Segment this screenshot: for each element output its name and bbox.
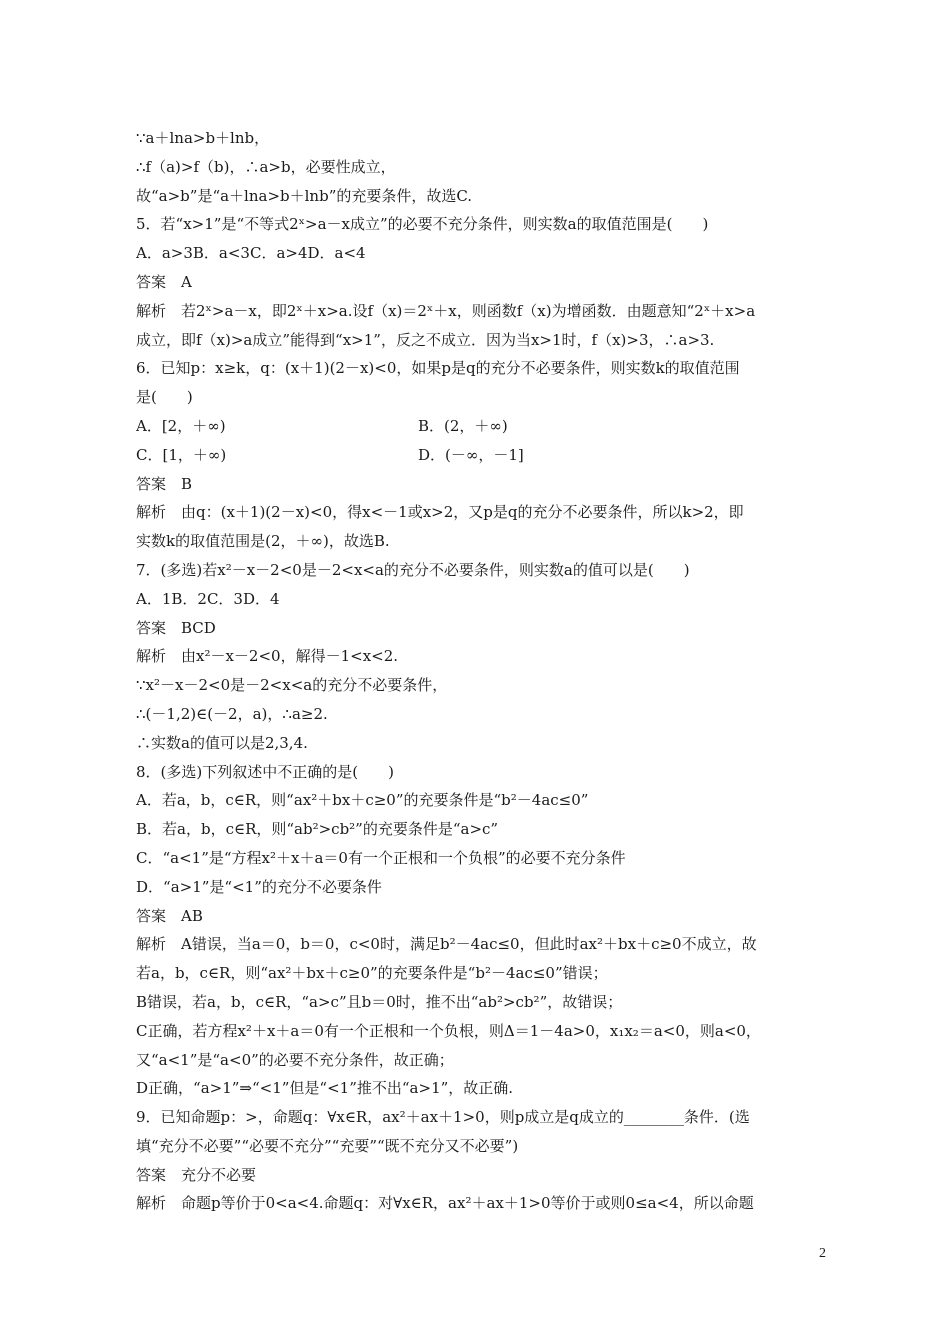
question-7: 7．(多选)若x²－x－2<0是－2<x<a的充分不必要条件，则实数a的值可以是( ): [136, 560, 690, 579]
text-line: D正确，“a>1”⇒“<1”但是“<1”推不出“a>1”，故正确.: [136, 1079, 514, 1098]
question-5: 5．若“x>1”是“不等式2ˣ>a－x成立”的必要不充分条件，则实数a的取值范围是( ): [136, 215, 709, 234]
page-number: 2: [819, 1246, 826, 1261]
text-line: 若a，b，c∈R，则“ax²＋bx＋c≥0”的充要条件是“b²－4ac≤0”错误；: [136, 964, 608, 983]
question-5-options: A．a>3B．a<3C．a>4D．a<4: [136, 244, 366, 263]
answer-9: 答案 充分不必要: [136, 1165, 257, 1184]
question-8-option-a: A．若a，b，c∈R，则“ax²＋bx＋c≥0”的充要条件是“b²－4ac≤0”: [136, 791, 589, 810]
text-line: ∴f（a)>f（b)，∴a>b，必要性成立，: [136, 157, 396, 176]
question-9: 9．已知命题p：>，命题q：∀x∈R，ax²＋ax＋1>0，则p成立是q成立的________条件．(选: [136, 1108, 750, 1127]
answer-8: 答案 AB: [136, 906, 203, 925]
text-line: 填“充分不必要”“必要不充分”“充要”“既不充分又不必要”): [136, 1136, 519, 1155]
question-6-options-row-1: [136, 412, 826, 441]
text-line: C正确，若方程x²＋x＋a＝0有一个正根和一个负根，则Δ＝1－4a>0，x₁x₂＝a<0，则a<0，: [136, 1021, 761, 1040]
question-8-option-c: C．“a<1”是“方程x²＋x＋a＝0有一个正根和一个负根”的必要不充分条件: [136, 848, 626, 867]
text-line: ∴(－1,2)∈(－2，a)，∴a≥2.: [136, 704, 328, 723]
analysis-8: 解析 A错误，当a＝0，b＝0，c<0时，满足b²－4ac≤0，但此时ax²＋bx＋c≥0不成立，故: [136, 935, 757, 954]
analysis-5: 解析 若2ˣ>a－x，即2ˣ＋x>a.设f（x)＝2ˣ＋x，则函数f（x)为增函数．由题意知“2ˣ＋x>a: [136, 301, 756, 320]
analysis-9: 解析 命题p等价于0<a<4.命题q：对∀x∈R，ax²＋ax＋1>0等价于或则0≤a<4，所以命题: [136, 1194, 754, 1213]
option-a: A．[2，＋∞): [136, 416, 226, 435]
text-line: 是( ): [136, 388, 193, 407]
question-8-option-d: D．“a>1”是“<1”的充分不必要条件: [136, 877, 382, 896]
text-line: ∵a＋lna>b＋lnb，: [136, 129, 270, 147]
text-line: 实数k的取值范围是(2，＋∞)，故选B.: [136, 532, 390, 551]
page-content: [136, 124, 826, 1218]
question-8: 8．(多选)下列叙述中不正确的是( ): [136, 762, 394, 781]
answer-6: 答案 B: [136, 474, 193, 493]
text-line: ∵x²－x－2<0是－2<x<a的充分不必要条件，: [136, 676, 448, 695]
question-7-options: A．1B．2C．3D．4: [136, 589, 280, 608]
option-b: B．(2，＋∞): [418, 416, 508, 435]
analysis-6: 解析 由q：(x＋1)(2－x)<0，得x<－1或x>2，又p是q的充分不必要条件，所以k>2，即: [136, 503, 744, 522]
text-line: ∴实数a的值可以是2,3,4.: [136, 733, 308, 752]
question-8-option-b: B．若a，b，c∈R，则“ab²>cb²”的充要条件是“a>c”: [136, 820, 499, 839]
question-6-options-row-2: [136, 441, 826, 470]
option-c: C．[1，＋∞): [136, 445, 227, 464]
text-line: B错误，若a，b，c∈R，“a>c”且b＝0时，推不出“ab²>cb²”，故错误；: [136, 992, 623, 1011]
answer-5: 答案 A: [136, 272, 192, 291]
text-line: 又“a<1”是“a<0”的必要不充分条件，故正确；: [136, 1050, 454, 1069]
analysis-7: 解析 由x²－x－2<0，解得－1<x<2.: [136, 647, 399, 666]
option-d: D．(－∞，－1]: [418, 445, 524, 464]
text-line: 成立，即f（x)>a成立”能得到“x>1”，反之不成立．因为当x>1时，f（x)>3，∴a>3.: [136, 330, 715, 349]
answer-7: 答案 BCD: [136, 618, 216, 637]
question-6: 6．已知p：x≥k，q：(x＋1)(2－x)<0，如果p是q的充分不必要条件，则实数k的取值范围: [136, 359, 740, 378]
text-line: 故“a>b”是“a＋lna>b＋lnb”的充要条件，故选C.: [136, 186, 473, 205]
